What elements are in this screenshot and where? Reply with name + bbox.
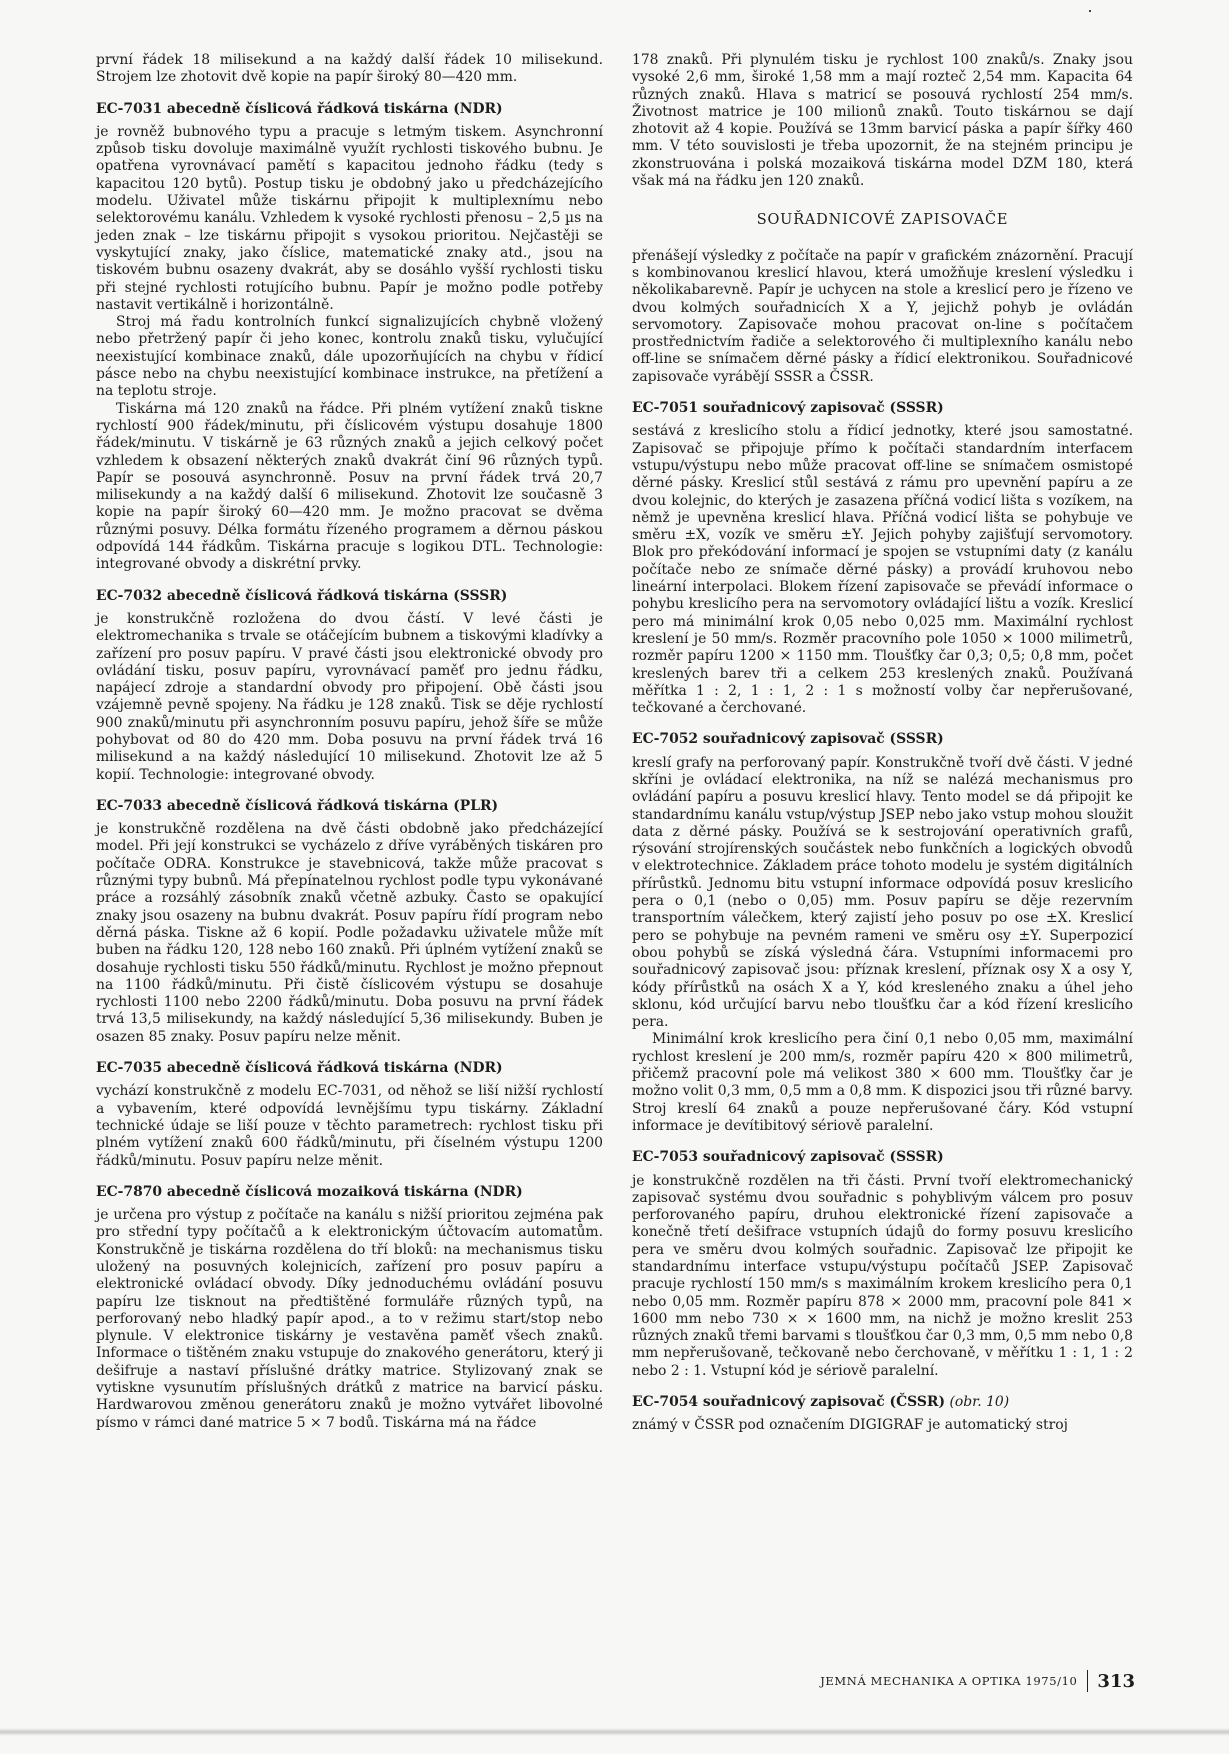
section-title: SOUŘADNICOVÉ ZAPISOVAČE bbox=[756, 212, 1009, 229]
article-heading bbox=[632, 1394, 1133, 1411]
left-column bbox=[96, 52, 603, 1432]
article-ec7054 bbox=[632, 1394, 1133, 1435]
article-heading: EC-7052 souřadnicový zapisovač (SSSR) bbox=[632, 731, 944, 748]
right-column bbox=[632, 52, 1133, 1435]
article-ec7035 bbox=[96, 1060, 603, 1170]
article-ec7053 bbox=[632, 1149, 1133, 1380]
journal-name: JEMNÁ MECHANIKA A OPTIKA 1975/10 bbox=[820, 1674, 1078, 1688]
article-heading: EC-7035 abecedně číslicová řádková tiskárna (NDR) bbox=[96, 1060, 503, 1077]
article-heading: EC-7032 abecedně číslicová řádková tiskárna (SSSR) bbox=[96, 587, 508, 604]
article-heading-text: EC-7054 souřadnicový zapisovač (ČSSR) bbox=[632, 1394, 946, 1411]
right-intro-paragraph: 178 znaků. Při plynulém tisku je rychlost 100 znaků/s. Znaky jsou vysoké 2,6 mm, široké 1,58 mm a mají rozteč 2,54 mm. Kapacita 64 různých znaků. Hlava s matricí se posouvá rychlostí 254 mm/s. Životnost matrice je 100 milionů znaků. Touto tiskárnou se dají zhotovit až 4 kopie. Používá se 13mm barvicí páska a papír šířky 460 mm. V této souvislosti je třeba upozornit, že na stejném principu je zkonstruována i polská mozaiková tiskárna model DZM 180, která však má na řádku jen 120 znaků. bbox=[632, 52, 1133, 190]
article-ec7032 bbox=[96, 588, 603, 784]
scan-fold-shadow bbox=[0, 1728, 1229, 1736]
article-paragraph: je určena pro výstup z počítače na kanálu s nižší prioritou zejména pak pro střední typy počítačů a k elektronickým účtovacím automatům. Konstrukčně je tiskárna rozdělena do tří bloků: na mechanismus tisku uložený na posuvných kolejnicích, zařízení pro posuv papíru a elektronické ovládací obvody. Díky jednoduchému ovládání posuvu papíru lze tisknout na předtištěné formuláře různých typů, na perforovaný nebo hladký papír apod., a to v režimu start/stop nebo plynule. V elektronice tiskárny je vestavěna paměť všech znaků. Informace o tištěném znaku vstupuje do znakového generátoru, který ji dešifruje a nastaví příslušné drátky matrice. Stylizovaný znak se vytiskne vysunutím příslušných drátků z matrice na barvicí pásku. Hardwarovou změnou generátoru znaků je možno vytvářet libovolné písmo v rámci dané matrice 5 × 7 bodů. Tiskárna má na řádce bbox=[96, 1207, 603, 1431]
article-paragraph: je konstrukčně rozdělen na tři části. První tvoří elektromechanický zapisovač systému dvou souřadnic s pohyblivým válcem pro posuv perforovaného papíru, druhou elektronické řízení zapisovače a konečně třetí dešifrace vstupních údajů do formy posuvu kreslicího pera ve směru dvou kolmých souřadnic. Zapisovač lze připojit ke standardnímu interface vstupu/výstupu počítačů JSEP. Zapisovač pracuje rychlostí 150 mm/s s maximálním krokem kreslicího pera 0,1 nebo 0,05 mm. Rozměr papíru 878 × 2000 mm, pracovní pole 841 × 1600 mm nebo 730 × × 1600 mm, na nichž je možno kreslit 253 různých znaků třemi barvami s tloušťkou čar 0,3 mm, 0,5 mm nebo 0,8 mm nepřerušovaně, tečkovaně nebo čerchovaně, v měřítku 1 : 1, 1 : 2 nebo 2 : 1. Vstupní kód je sériově paralelní. bbox=[632, 1172, 1133, 1379]
article-heading: EC-7031 abecedně číslicová řádková tiskárna (NDR) bbox=[96, 100, 503, 117]
section-intro-paragraph: přenášejí výsledky z počítače na papír v grafickém znázornění. Pracují s kombinovanou kreslicí hlavou, která umožňuje kreslení výsledku i několikabarevně. Papír je uchycen na stole a kreslicí pero je řízeno ve dvou kolmých souřadnicích X a Y, jejichž pohyb je ovládán servomotory. Zapisovače mohou pracovat on-line s počítačem prostřednictvím řadiče a selektorového či multiplexního kanálu nebo off-line se snímačem děrné pásky a řídicí elektronikou. Souřadnicové zapisovače vyrábějí SSSR a ČSSR. bbox=[632, 247, 1133, 385]
article-ec7051 bbox=[632, 400, 1133, 717]
scan-speck bbox=[1089, 10, 1091, 12]
article-paragraph: Tiskárna má 120 znaků na řádce. Při plném vytížení znaků tiskne rychlostí 900 řádek/minutu, při číslicovém výstupu dosahuje 1800 řádek/minutu. V tiskárně je 63 různých znaků a jejich celkový počet vzhledem k obsazení některých znaků dvakrát činí 96 různých typů. Papír se posouvá asynchronně. Posuv na první řádek trvá 20,7 milisekundy a na každý další 6 milisekund. Zhotovit lze současně 3 kopie na papír široký 60—420 mm. Je možno pracovat se dvěma různými posuvy. Délka formátu řízeného programem a děrnou páskou odpovídá 144 řádkům. Tiskárna pracuje s logikou DTL. Technologie: integrované obvody a diskrétní prvky. bbox=[96, 400, 603, 573]
article-paragraph: kreslí grafy na perforovaný papír. Konstrukčně tvoří dvě části. V jedné skříni je ovládací elektronika, na níž se nalézá mechanismus pro ovládání papíru a posuvu kreslicí hlavy. Tento model se dá připojit ke standardnímu kanálu vstup/výstup JSEP nebo jako vstup mohou sloužit data z děrné pásky. Používá se k sestrojování operativních grafů, rýsování strojírenských součástek nebo funkčních a logických obvodů v elektrotechnice. Základem práce tohoto modelu je systém digitálních přírůstků. Jednomu bitu vstupní informace odpovídá posuv kreslicího pera o 0,1 (nebo o 0,05) mm. Posuv papíru se děje rezervním transportním válečkem, který zajistí jeho posuv po ose ±X. Kreslicí pero se pohybuje na pevném rameni ve směru osy ±Y. Superpozicí obou pohybů se získá výsledná čára. Vstupními informacemi pro souřadnicový zapisovač jsou: příznak kreslení, příznak osy X a osy Y, kódy přírůstků na osách X a Y, kód kresleného znaku a úhel jeho sklonu, kód určující barvu nebo tloušťku čar a kód řízení kreslicího pera. bbox=[632, 754, 1133, 1031]
left-intro-paragraph: první řádek 18 milisekund a na každý další řádek 10 milisekund. Strojem lze zhotovit dvě kopie na papír široký 80—420 mm. bbox=[96, 52, 603, 86]
article-ec7052 bbox=[632, 731, 1133, 1135]
article-paragraph: známý v ČSSR pod označením DIGIGRAF je automatický stroj bbox=[632, 1417, 1068, 1434]
article-heading: EC-7033 abecedně číslicová řádková tiskárna (PLR) bbox=[96, 797, 499, 814]
article-paragraph: je konstrukčně rozdělena na dvě části obdobně jako předcházející model. Při její konstrukci se vycházelo z dříve vyráběných tiskáren pro počítače ODRA. Konstrukce je stavebnicová, takže může pracovat s různými typy bubnů. Má přepínatelnou rychlost podle typu vykonávané práce a rozsáhlý zásobník znaků včetně azbuky. Často se opakující znaky jsou osazeny na bubnu dvakrát. Posuv papíru řídí program nebo děrná páska. Tiskne až 6 kopií. Podle požadavku uživatele může mít buben na řádku 120, 128 nebo 160 znaků. Při úplném vytížení znaků se dosahuje rychlosti tisku 550 řádků/minutu. Rychlost je možno přepnout na 1100 řádků/minutu. Při čistě číslicovém výstupu se dosahuje rychlosti 1100 nebo 2200 řádků/minutu. Doba posuvu na první řádek trvá 13,5 milisekundy, na každý následující 5,36 milisekundy. Buben je osazen 85 znaky. Posuv papíru nelze měnit. bbox=[96, 821, 603, 1045]
article-paragraph: je rovněž bubnového typu a pracuje s letmým tiskem. Asynchronní způsob tisku dovoluje maximálně využít rychlosti tiskového bubnu. Je opatřena vyrovnávací pamětí s kapacitou jednoho řádku (tedy s kapacitou 120 bytů). Postup tisku je obdobný jako u předcházejícího modelu. Uživatel může tiskárnu připojit k multiplexnímu nebo selektorovému kanálu. Vzhledem k vysoké rychlosti přenosu – 2,5 µs na jeden znak – lze tiskárnu připojit s vysokou prioritou. Nejčastěji se vyskytující znaky, jako číslice, matematické znaky atd., jsou na tiskovém bubnu osazeny dvakrát, aby se dosáhlo vyšší rychlosti tisku při stejné rychlosti rotujícího bubnu. Papír je možno podle potřeby nastavit vertikálně i horizontálně. bbox=[96, 123, 603, 313]
article-ec7870 bbox=[96, 1184, 603, 1432]
article-paragraph: Minimální krok kreslicího pera činí 0,1 nebo 0,05 mm, maximální rychlost kreslení je 200 mm/s, rozměr papíru 420 × 800 milimetrů, přičemž pracovní pole má velikost 380 × 600 mm. Tloušťky čar je možno volit 0,3 mm, 0,5 mm a 0,8 mm. K dispozici jsou tři různé barvy. Stroj kreslí 64 znaků a pouze nepřerušované čáry. Kód vstupní informace je devítibitový sériově paralelní. bbox=[632, 1031, 1133, 1134]
article-heading: EC-7051 souřadnicový zapisovač (SSSR) bbox=[632, 400, 944, 417]
article-paragraph: Stroj má řadu kontrolních funkcí signalizujících chybně vložený nebo přetržený papír či jeho konec, kontrolu znaků tisku, vylučující neexistující kombinace znaků, dále upozorňujících na chybu v řídicí pásce nebo na chybu neexistující kombinace instrukce, na přetížení a na teplotu stroje. bbox=[96, 314, 603, 400]
article-heading: EC-7870 abecedně číslicová mozaiková tiskárna (NDR) bbox=[96, 1183, 523, 1200]
article-paragraph: je konstrukčně rozložena do dvou částí. V levé části je elektromechanika s trvale se otáčejícím bubnem a tiskovými kladívky a zařízení pro posuv papíru. V pravé části jsou elektronické obvody pro ovládání tisku, posuv papíru, vyrovnávací paměť pro jednu řádku, napájecí zdroje a standardní obvody pro připojení. Obě části jsou vzájemně pevně spojeny. Na řádku je 128 znaků. Tisk se děje rychlostí 900 znaků/minutu při asynchronním posuvu papíru, jehož šíře se může pohybovat od 80 do 420 mm. Doba posuvu na první řádek trvá 16 milisekund a na každý následující 10 milisekund. Zhotovit lze až 5 kopií. Technologie: integrované obvody. bbox=[96, 610, 603, 783]
article-ec7031 bbox=[96, 101, 603, 574]
article-ec7033 bbox=[96, 798, 603, 1046]
page-footer bbox=[805, 1669, 1135, 1693]
article-heading: EC-7053 souřadnicový zapisovač (SSSR) bbox=[632, 1149, 944, 1166]
footer-divider bbox=[1087, 1670, 1088, 1692]
page-number: 313 bbox=[1097, 1670, 1135, 1692]
article-paragraph: sestává z kreslicího stolu a řídicí jednotky, které jsou samostatné. Zapisovač se připojuje přímo k počítači standardním interfacem vstupu/výstupu nebo může pracovat off-line se snímačem osmistopé děrné pásky. Kreslicí stůl sestává z rámu pro upevnění papíru a ze dvou kolejnic, do kterých je zasazena příčná vodicí lišta s vozíkem, na němž je upevněna kreslicí hlava. Příčná vodicí lišta se pohybuje ve směru ±X, vozík ve směru ±Y. Jejich pohyby zajišťují servomotory. Blok pro překódování informací je spojen se vstupními daty (z kanálu počítače nebo ze snímače děrné pásky) a provádí kruhovou nebo lineární interpolaci. Blokem řízení zapisovače se převádí informace o pohybu kreslicího pera na servomotory ovládající lištu a vozík. Kreslicí pero má minimální krok 0,05 nebo 0,025 mm. Maximální rychlost kreslení je 50 mm/s. Rozměr pracovního pole 1050 × 1000 milimetrů, rozměr papíru 1200 × 1150 mm. Tloušťky čar 0,3; 0,5; 0,8 mm, počet kreslených barev tři a celkem 253 kreslených znaků. Používaná měřítka 1 : 2, 1 : 1, 2 : 1 s možností volby čar nepřerušované, tečkované a čerchované. bbox=[632, 423, 1133, 717]
article-paragraph: vychází konstrukčně z modelu EC-7031, od něhož se liší nižší rychlostí a vybavením, které odpovídá levnějšímu typu tiskárny. Základní technické údaje se liší pouze v těchto parametrech: rychlost tisku při plném vytížení znaků 600 řádků/minutu, při číselném výstupu 1200 řádků/minutu. Posuv papíru nelze měnit. bbox=[96, 1083, 603, 1169]
figure-reference: (obr. 10) bbox=[945, 1394, 1010, 1411]
